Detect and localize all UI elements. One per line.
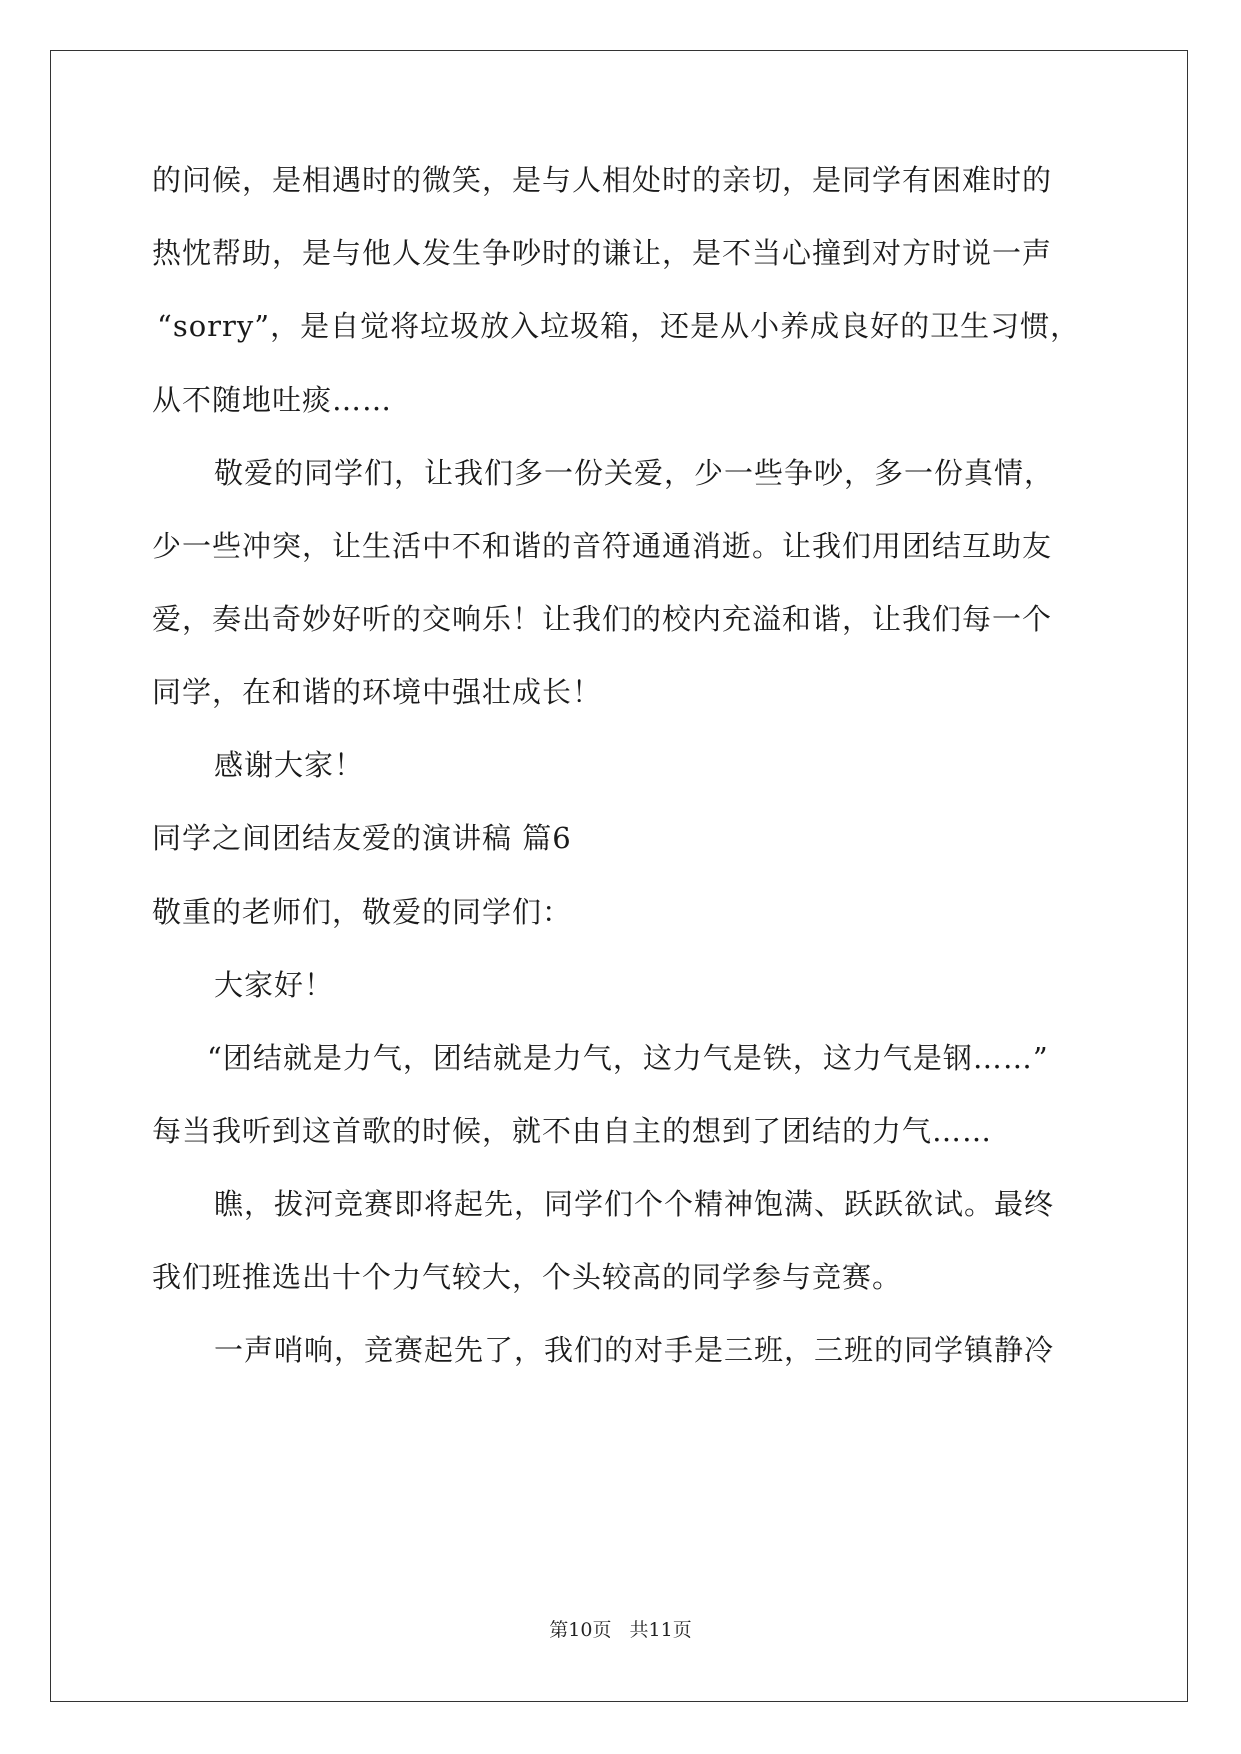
paragraph-start-line: 一声哨响，竞赛起先了，我们的对手是三班，三班的同学镇静冷 <box>214 1333 1055 1367</box>
page-total: 共11页 <box>629 1619 692 1641</box>
page-number: 第10页 <box>549 1619 612 1641</box>
text-line: 同学，在和谐的环境中强壮成长！ <box>152 675 603 709</box>
paragraph-start-line: 感谢大家！ <box>214 748 365 782</box>
page-footer <box>0 1618 1241 1642</box>
text-line: 我们班推选出十个力气较大，个头较高的同学参与竞赛。 <box>152 1260 903 1294</box>
text-line: 每当我听到这首歌的时候，就不由自主的想到了团结的力气…… <box>152 1114 993 1148</box>
text-line: 热忱帮助，是与他人发生争吵时的谦让，是不当心撞到对方时说一声 <box>152 236 1053 270</box>
text-line: 从不随地吐痰…… <box>152 383 393 417</box>
text-line: 的问候，是相遇时的微笑，是与人相处时的亲切，是同学有困难时的 <box>152 163 1053 197</box>
paragraph-start-line: “团结就是力气，团结就是力气，这力气是铁，这力气是钢……” <box>207 1041 1049 1075</box>
section-heading: 同学之间团结友爱的演讲稿 篇6 <box>152 821 572 855</box>
page-border <box>50 50 1188 1702</box>
text-line: “sorry”，是自觉将垃圾放入垃圾箱，还是从小养成良好的卫生习惯， <box>157 309 1081 343</box>
paragraph-start-line: 瞧，拔河竞赛即将起先，同学们个个精神饱满、跃跃欲试。最终 <box>214 1187 1055 1221</box>
text-line: 爱，奏出奇妙好听的交响乐！让我们的校内充溢和谐，让我们每一个 <box>152 602 1053 636</box>
greeting-line: 大家好！ <box>214 968 335 1002</box>
text-line: 少一些冲突，让生活中不和谐的音符通通消逝。让我们用团结互助友 <box>152 529 1053 563</box>
paragraph-start-line: 敬爱的同学们，让我们多一份关爱，少一些争吵，多一份真情， <box>214 456 1055 490</box>
salutation: 敬重的老师们，敬爱的同学们： <box>152 895 573 929</box>
